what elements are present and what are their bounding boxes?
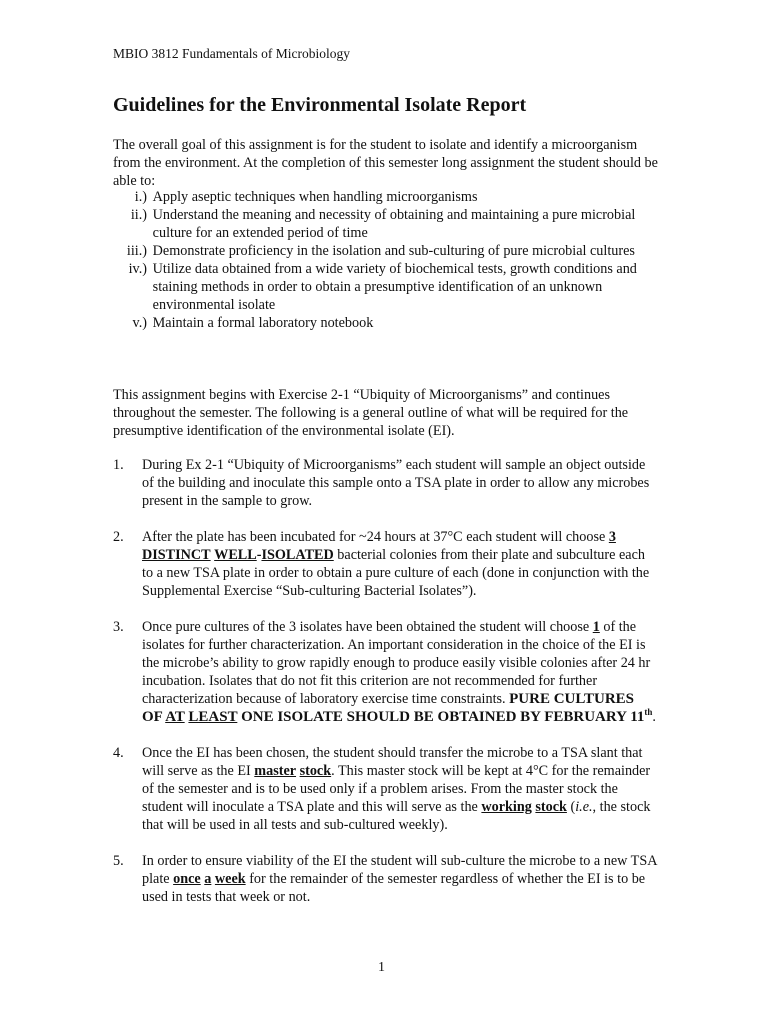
- objective-item: [113, 188, 658, 206]
- objectives-list: [113, 188, 658, 332]
- step-text: Once pure cultures of the 3 isolates have been obtained the student will choose 1 of the isolates for further characterization. An important consideration in the choice of the EI is the microbe’s ability to grow rapidly enough to produce easily visible colonies after 24 hr incubation. Isolates that do not fit this criterion are not recommended for further characterization because of laboratory exercise time constraints. PURE CULTURES OF AT LEAST ONE ISOLATE SHOULD BE OBTAINED BY FEBRUARY 11th.: [142, 619, 656, 725]
- objective-text: Demonstrate proficiency in the isolation and sub-culturing of pure microbial cultures: [152, 243, 635, 259]
- step-number: 1.: [113, 457, 124, 473]
- deadline-text: PURE CULTURES OF AT LEAST ONE ISOLATE SHOULD BE OBTAINED BY FEBRUARY 11th: [142, 691, 653, 725]
- objective-text: Understand the meaning and necessity of obtaining and maintaining a pure microbial culture for an extended period of time: [152, 207, 636, 241]
- course-header: MBIO 3812 Fundamentals of Microbiology: [113, 46, 350, 61]
- step-item: [113, 618, 658, 726]
- objective-item: [113, 206, 658, 242]
- step-number: 4.: [113, 745, 124, 761]
- objective-number: ii.): [130, 207, 147, 223]
- emphasis: a: [204, 871, 212, 887]
- emphasis: once: [173, 871, 201, 887]
- emphasis: 3: [608, 529, 616, 545]
- document-title: Guidelines for the Environmental Isolate Report: [113, 94, 527, 116]
- intro-paragraph: The overall goal of this assignment is for the student to isolate and identify a microorganism from the environment. At the completion of this semester long assignment the student should be able to:: [113, 137, 658, 189]
- objective-item: [113, 314, 658, 332]
- objective-text: Utilize data obtained from a wide variety of biochemical tests, growth conditions and staining methods in order to obtain a presumptive identification of an unknown environmental isolate: [152, 261, 637, 313]
- step-number: 5.: [113, 853, 124, 869]
- outline-paragraph: This assignment begins with Exercise 2-1 “Ubiquity of Microorganisms” and continues throughout the semester. The following is a general outline of what will be required for the presumptive identification of the environmental isolate (EI).: [113, 387, 629, 439]
- objective-number: iii.): [126, 243, 147, 259]
- emphasis: stock: [535, 799, 567, 815]
- objective-number: i.): [134, 189, 147, 205]
- emphasis: WELL: [214, 547, 257, 563]
- emphasis: 1: [592, 619, 600, 635]
- emphasis: DISTINCT: [142, 547, 211, 563]
- step-item: [113, 852, 658, 906]
- objective-text: Maintain a formal laboratory notebook: [152, 315, 374, 331]
- step-number: 3.: [113, 619, 124, 635]
- emphasis: master: [254, 763, 297, 779]
- step-item: [113, 456, 658, 510]
- steps-list: [113, 456, 658, 924]
- step-text: During Ex 2-1 “Ubiquity of Microorganisms” each student will sample an object outside of the building and inoculate this sample onto a TSA plate in order to allow any microbes present in the sample to grow.: [142, 457, 650, 509]
- emphasis: week: [214, 871, 246, 887]
- step-text: Once the EI has been chosen, the student should transfer the microbe to a TSA slant that will serve as the EI master stock. This master stock will be kept at 4°C for the remainder of the semester and is to be used only if a problem arises. From the master stock the student will inoculate a TSA plate and this will serve as the working stock (i.e., the stock that will be used in all tests and sub-cultured weekly).: [142, 745, 651, 833]
- step-text: After the plate has been incubated for ~24 hours at 37°C each student will choose 3 DISTINCT WELL-ISOLATED bacterial colonies from their plate and subculture each to a new TSA plate in order to obtain a pure culture of each (done in conjunction with the Supplemental Exercise “Sub-culturing Bacterial Isolates”).: [142, 529, 650, 599]
- step-text: In order to ensure viability of the EI the student will sub-culture the microbe to a new TSA plate once a week for the remainder of the semester regardless of whether the EI is to be used in tests that week or not.: [142, 853, 657, 905]
- step-number: 2.: [113, 529, 124, 545]
- page-number: 1: [378, 960, 385, 975]
- step-item: [113, 528, 658, 600]
- emphasis: working: [481, 799, 532, 815]
- objective-number: v.): [132, 315, 147, 331]
- objective-item: [113, 260, 658, 314]
- objective-text: Apply aseptic techniques when handling microorganisms: [152, 189, 478, 205]
- emphasis: stock: [299, 763, 332, 779]
- objective-item: [113, 242, 658, 260]
- objective-number: iv.): [128, 261, 147, 277]
- step-item: [113, 744, 658, 834]
- emphasis: ISOLATED: [261, 547, 334, 563]
